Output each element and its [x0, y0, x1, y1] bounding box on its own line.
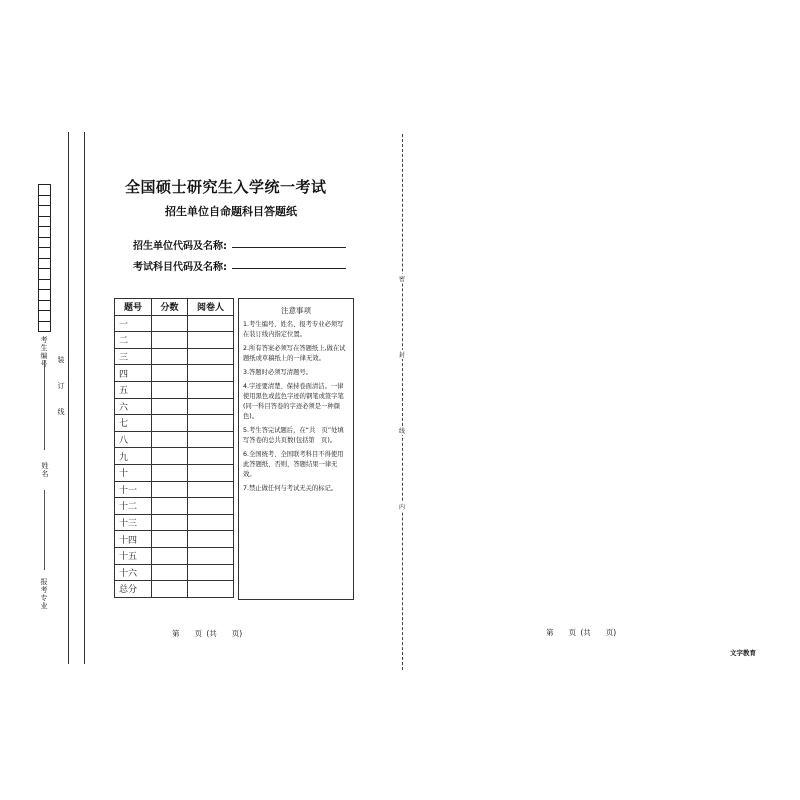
brand-mark: 文字教育 — [730, 649, 756, 657]
reviewer-cell[interactable] — [188, 514, 234, 531]
exam-number-label: 考生编号 — [40, 336, 48, 368]
left-page-number: 第 页 (共 页) — [172, 629, 243, 638]
question-no: 十一 — [115, 481, 152, 498]
reviewer-cell[interactable] — [188, 348, 234, 365]
score-cell[interactable] — [152, 464, 188, 481]
table-row — [115, 398, 234, 415]
fold-dashed-line — [402, 134, 403, 670]
question-no: 四 — [115, 365, 152, 382]
reviewer-cell[interactable] — [188, 448, 234, 465]
binding-line-inner — [84, 132, 85, 664]
score-cell[interactable] — [152, 564, 188, 581]
header-score: 分数 — [152, 299, 188, 316]
score-cell[interactable] — [152, 332, 188, 349]
reviewer-cell[interactable] — [188, 398, 234, 415]
table-row — [115, 581, 234, 598]
question-no: 一 — [115, 315, 152, 332]
score-cell[interactable] — [152, 415, 188, 432]
question-no: 三 — [115, 348, 152, 365]
table-row — [115, 481, 234, 498]
reviewer-cell[interactable] — [188, 531, 234, 548]
exam-number-boxes[interactable] — [38, 184, 51, 332]
bind-char-1: 装 — [57, 356, 65, 364]
total-label: 总分 — [115, 581, 152, 598]
header-question-no: 题号 — [115, 299, 152, 316]
table-row — [115, 448, 234, 465]
reviewer-cell[interactable] — [188, 498, 234, 515]
table-row — [115, 431, 234, 448]
list-item: 5.考生答完试题后，在“共 页”处填写答卷的总共页数(包括第 页)。 — [243, 427, 344, 444]
score-cell[interactable] — [152, 398, 188, 415]
list-item: 1.考生编号、姓名、报考专业必须写在装订线内指定位置。 — [243, 321, 344, 338]
subject-label: 考试科目代码及名称: — [133, 262, 227, 273]
list-item: 2.所有答案必须写在答题纸上,做在试题纸或草稿纸上的一律无效。 — [243, 345, 346, 362]
score-cell[interactable] — [152, 498, 188, 515]
question-no: 十四 — [115, 531, 152, 548]
question-no: 八 — [115, 431, 152, 448]
reviewer-cell[interactable] — [188, 581, 234, 598]
list-item: 7.禁止做任何与考试无关的标记。 — [243, 485, 338, 492]
exam-number-line[interactable] — [44, 360, 45, 450]
header-reviewer: 阅卷人 — [188, 299, 234, 316]
table-row — [115, 514, 234, 531]
table-row — [115, 365, 234, 382]
table-row — [115, 464, 234, 481]
unit-label: 招生单位代码及名称: — [133, 241, 227, 252]
table-row — [115, 315, 234, 332]
question-no: 二 — [115, 332, 152, 349]
question-no: 五 — [115, 381, 152, 398]
table-row — [115, 547, 234, 564]
score-cell[interactable] — [152, 481, 188, 498]
question-no: 十三 — [115, 514, 152, 531]
notes-title: 注意事项 — [281, 306, 311, 315]
reviewer-cell[interactable] — [188, 332, 234, 349]
table-row — [115, 498, 234, 515]
list-item: 3.答题时必须写清题号。 — [243, 369, 312, 376]
reviewer-cell[interactable] — [188, 464, 234, 481]
reviewer-cell[interactable] — [188, 415, 234, 432]
subject-input-line[interactable] — [232, 268, 346, 269]
list-item: 4.字迹要清楚、保持卷面清洁。一律使用黑色或蓝色字迹的钢笔或签字笔(同一科目答卷的字迹必须是一种颜色)。 — [243, 383, 344, 420]
score-cell[interactable] — [152, 581, 188, 598]
bind-char-3: 线 — [57, 408, 65, 416]
seal-tag-2: 封 — [399, 352, 406, 359]
list-item: 6.全国统考、全国联考科目不得使用此答题纸，否则，答题结果一律无效。 — [243, 451, 344, 478]
reviewer-cell[interactable] — [188, 564, 234, 581]
name-line[interactable] — [44, 490, 45, 570]
reviewer-cell[interactable] — [188, 481, 234, 498]
score-cell[interactable] — [152, 365, 188, 382]
reviewer-cell[interactable] — [188, 381, 234, 398]
major-label: 报考专业 — [40, 578, 48, 610]
question-no: 十五 — [115, 547, 152, 564]
reviewer-cell[interactable] — [188, 315, 234, 332]
notes-list — [239, 320, 353, 494]
table-row — [115, 531, 234, 548]
notes-box — [238, 298, 354, 600]
score-cell[interactable] — [152, 348, 188, 365]
score-table-header — [115, 299, 234, 316]
exam-title: 全国硕士研究生入学统一考试 — [125, 178, 327, 196]
reviewer-cell[interactable] — [188, 547, 234, 564]
reviewer-cell[interactable] — [188, 431, 234, 448]
score-cell[interactable] — [152, 315, 188, 332]
score-cell[interactable] — [152, 514, 188, 531]
score-cell[interactable] — [152, 531, 188, 548]
table-row — [115, 381, 234, 398]
seal-tag-3: 线 — [399, 428, 406, 435]
question-no: 九 — [115, 448, 152, 465]
score-cell[interactable] — [152, 431, 188, 448]
score-cell[interactable] — [152, 448, 188, 465]
score-cell[interactable] — [152, 381, 188, 398]
seal-tag-4: 内 — [399, 504, 406, 511]
binding-line-outer — [68, 132, 69, 664]
seal-tag-1: 密 — [399, 276, 406, 283]
table-row — [115, 348, 234, 365]
right-page-number: 第 页 (共 页) — [546, 628, 617, 637]
question-no: 十 — [115, 464, 152, 481]
table-row — [115, 415, 234, 432]
question-no: 七 — [115, 415, 152, 432]
table-row — [115, 564, 234, 581]
score-cell[interactable] — [152, 547, 188, 564]
question-no: 六 — [115, 398, 152, 415]
unit-input-line[interactable] — [232, 247, 346, 248]
question-no: 十二 — [115, 498, 152, 515]
reviewer-cell[interactable] — [188, 365, 234, 382]
bind-char-2: 订 — [57, 382, 65, 390]
question-no: 十六 — [115, 564, 152, 581]
score-table — [114, 298, 234, 598]
table-row — [115, 332, 234, 349]
exam-subtitle: 招生单位自命题科目答题纸 — [165, 205, 297, 218]
name-label: 姓名 — [41, 462, 49, 478]
